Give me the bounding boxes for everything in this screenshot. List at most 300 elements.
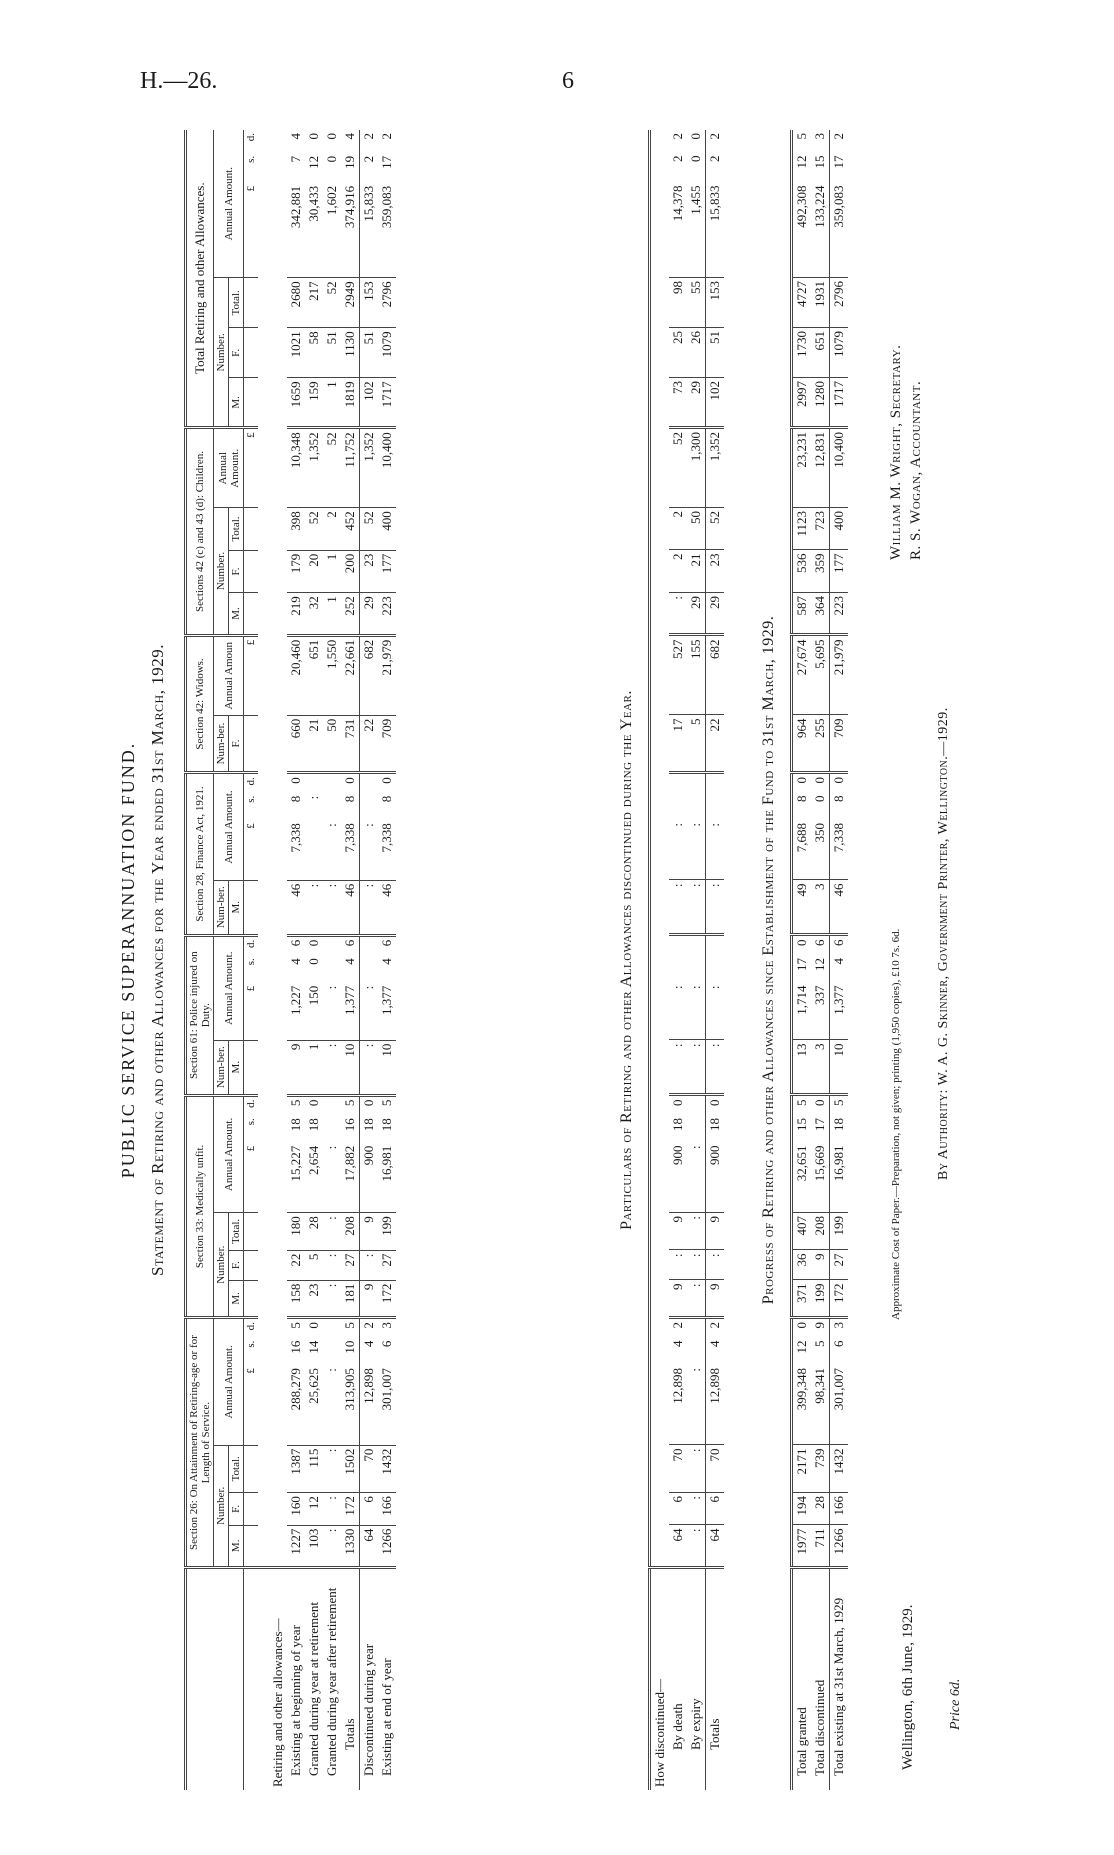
table-cell: 4 [379,958,394,965]
col-total: Total. [229,508,244,550]
table-cell: : [323,1040,341,1095]
table-cell: 0 [688,133,703,140]
table-cell: 155 [687,635,706,715]
table-row [706,130,725,1790]
table-cell: 1 [323,550,341,592]
table-cell: 18 [379,1118,394,1132]
table-cell: : [669,1250,687,1280]
table-cell: 12 [794,155,809,169]
table-cell: 23 [305,1280,323,1317]
table-cell: 1,550 [323,635,341,715]
progress-title: Progress of Retiring and other Allowances since Establishment of the Fund to 31st March, 1929. [760,615,777,1305]
table-cell: 21,979 [830,635,849,715]
table-cell: 11,752 [341,428,360,508]
table-cell: 3 [379,1322,394,1329]
table-cell: 6 [342,939,357,947]
subheader-number: Number. [214,1213,229,1318]
table-cell: 12 [794,1340,809,1354]
table-cell: 1432 [830,1445,849,1493]
table-cell: 5 [831,1099,846,1106]
table-cell: 52 [360,508,379,550]
table-cell: 208 [341,1213,360,1250]
subheader-annual: Annual Amount. [214,130,244,278]
subheader-annual: Annual Amoun [214,635,244,715]
table-cell: 9 [812,1322,827,1329]
table-cell: 1079 [830,328,849,378]
table-cell: 3 [811,1040,830,1095]
table-cell: : [706,820,725,880]
table-cell: : [669,880,687,935]
table-cell: 739 [811,1445,830,1493]
table-cell: : [360,983,379,1040]
table-cell: 1021 [287,328,305,378]
table-cell: : [687,1143,706,1213]
table-cell [323,955,341,982]
table-cell: 0 [831,777,846,784]
table-cell: 12 [305,1493,323,1525]
table-cell: 20 [305,550,323,592]
particulars-heading: How discontinued— [652,1679,667,1787]
table-cell: 64 [360,1525,379,1567]
stub-header [186,1568,244,1790]
table-cell: 399,348 [792,1365,812,1445]
table-cell: 23,231 [792,428,812,508]
table-cell [687,1318,706,1338]
table-cell: 51 [323,328,341,378]
col-m: M. [229,1040,244,1095]
table-cell: 9 [287,1040,305,1095]
table-cell: 6 [360,1493,379,1525]
unit-shillings: s. [245,1118,257,1126]
row-label: Total discontinued [812,1679,827,1776]
table-cell: 1502 [341,1445,360,1492]
table-cell: 2 [361,155,376,163]
table-cell: 2680 [287,278,305,328]
header-total: Total Retiring and other Allowances. [186,130,214,428]
table-cell: 4727 [792,278,812,328]
table-cell: 3 [812,133,827,140]
table-cell: 12,898 [669,1365,687,1445]
subheader-annual: Annual Amount. [214,1318,244,1445]
table-cell: 6 [288,939,303,947]
table-row [811,130,830,1790]
table-cell: 51 [706,328,725,378]
table-cell: 252 [341,593,360,635]
table-row [792,130,812,1790]
table-cell [323,1115,341,1142]
table-cell: 2,654 [305,1143,323,1213]
table-cell: 1227 [287,1525,305,1567]
table-cell: 177 [378,550,396,592]
table-cell: 452 [341,508,360,550]
table-cell: 723 [811,508,830,551]
table-row [378,130,396,1790]
table-cell: 10 [341,1040,360,1095]
table-cell: 10 [342,1340,357,1354]
table-cell: 2796 [378,278,396,328]
table-cell: 55 [687,278,706,328]
page-number: 6 [562,68,574,94]
table-cell: 28 [811,1493,830,1526]
table-cell: 158 [287,1280,305,1317]
table-cell: 1 [323,593,341,635]
table-cell: 301,007 [830,1365,849,1445]
table-cell: 288,279 [287,1365,305,1445]
subheader-number: Number. [214,508,229,635]
table-cell: 14,378 [669,183,687,278]
row-label: Totals [707,1718,722,1750]
table-cell: 900 [360,1143,379,1213]
units-stub [244,1568,259,1790]
table-cell: 5,695 [811,635,830,715]
table-cell: 1280 [811,378,830,428]
table-cell: 6 [379,1340,394,1348]
table-cell: 682 [706,635,725,715]
table-cell: : [305,880,323,935]
table-cell: 50 [323,715,341,772]
table-cell: 26 [687,328,706,378]
table-cell: 651 [305,635,323,715]
table-cell: 400 [830,508,849,551]
subheader-number-short: Num-ber. [214,715,229,772]
table-cell: 1717 [830,378,849,428]
table-cell: 4 [342,133,357,140]
table-cell: 159 [305,378,323,428]
col-m: M. [229,1280,244,1317]
table-cell: 4 [288,958,303,965]
table-cell: 0 [306,939,321,947]
table-cell [687,773,706,793]
table-cell: 46 [287,880,305,935]
table-cell: 199 [378,1213,396,1250]
secretary-signature: William M. Wright, Secretary. [888,344,904,560]
table-cell: 14 [306,1340,321,1354]
table-cell: 5 [379,1099,394,1107]
table-cell: 1,377 [378,983,396,1040]
table-cell [669,773,687,793]
table-cell: : [669,983,687,1041]
table-cell: 10,400 [378,428,396,508]
col-f: F. [229,328,244,378]
col-m: M. [229,378,244,428]
table-cell: 18 [306,1118,321,1132]
header-section-61: Section 61: Police injured on Duty. [186,935,214,1095]
table-cell: 15 [794,1118,809,1131]
table-cell [687,1095,706,1115]
table-cell: 10,348 [287,428,305,508]
table-cell: 17 [669,715,687,773]
table-cell: : [323,1143,341,1213]
table-cell: : [323,1250,341,1280]
table-cell: 536 [792,550,812,593]
table-cell: 7,338 [341,820,360,880]
table-cell: : [706,1250,725,1280]
table-cell: 4 [361,1340,376,1348]
table-cell: 0 [794,939,809,946]
header-section-42: Section 42: Widows. [186,635,214,772]
row-label: By death [670,1703,685,1750]
table-cell [323,935,341,955]
table-cell: : [687,1213,706,1251]
table-cell: 10 [378,1040,396,1095]
table-cell: 4 [288,133,303,140]
table-cell: 2 [670,1322,685,1329]
table-cell: 52 [706,508,725,551]
table-cell: 8 [288,795,303,803]
table-cell: 1130 [341,328,360,378]
table-cell: 0 [361,1099,376,1107]
table-cell [360,955,379,982]
row-label: Discontinued during year [361,1643,376,1776]
header-section-26: Section 26: On Attainment of Retiring-age or for Length of Service. [186,1318,214,1568]
col-m: M. [229,593,244,635]
table-cell: : [323,1525,341,1567]
statement-body [258,130,396,1790]
table-cell: 15,833 [360,183,379,278]
table-cell [360,773,379,793]
authority-line: By Authority: W. A. G. Skinner, Government Printer, Wellington.—1929. [936,707,951,1180]
col-total: Total. [229,1445,244,1492]
table-cell: 70 [706,1445,725,1493]
table-cell: 2 [361,133,376,140]
table-cell: 5 [794,1099,809,1106]
unit-shillings: s. [245,795,257,803]
table-cell: 0 [306,133,321,140]
table-cell: 103 [305,1525,323,1567]
table-cell: 1,714 [792,983,812,1041]
statement-subtitle: Statement of Retiring and other Allowances for the Year ended 31st March, 1929. [148,644,167,1276]
col-f: F. [229,550,244,592]
col-f: F. [229,1250,244,1280]
table-cell: 5 [342,1322,357,1329]
table-cell: 900 [669,1143,687,1213]
table-cell: 27 [830,1250,849,1280]
table-cell: 22 [706,715,725,773]
table-cell: 1717 [378,378,396,428]
table-cell: : [687,820,706,880]
table-cell: : [687,1280,706,1318]
col-total: Total. [229,278,244,328]
table-cell: 2 [669,508,687,551]
table-cell: 6 [831,939,846,946]
table-cell [669,793,687,821]
table-cell: : [687,1040,706,1095]
table-cell: 7,338 [830,820,849,880]
particulars-title: Particulars of Retiring and other Allowances discontinued during the Year. [618,690,635,1230]
particulars-table [648,130,724,1790]
table-cell: 1977 [792,1525,812,1568]
table-cell: : [669,1040,687,1095]
table-cell: 25,625 [305,1365,323,1445]
table-cell: 15 [812,155,827,169]
table-cell: 1931 [811,278,830,328]
table-cell [687,1115,706,1143]
table-cell: 46 [830,880,849,935]
table-cell: : [323,1365,341,1445]
table-cell: 16,981 [378,1143,396,1213]
table-cell: 223 [378,593,396,635]
table-cell: 17 [794,958,809,971]
table-cell: 1,602 [323,183,341,278]
table-cell: 52 [669,428,687,508]
subheader-annual: Annual Amount. [214,428,244,508]
table-cell: 8 [379,795,394,803]
header-section-42-43: Sections 42 (c) and 43 (d): Children. [186,428,214,635]
table-cell: 12,831 [811,428,830,508]
table-cell: 350 [811,820,830,880]
table-cell: 2 [361,1322,376,1329]
table-cell: 3 [811,880,830,935]
table-cell: 2 [323,508,341,550]
table-cell: 0 [688,155,703,162]
table-cell: 153 [360,278,379,328]
table-cell: : [687,1250,706,1280]
table-cell [305,773,323,793]
table-cell: 1079 [378,328,396,378]
table-cell: 133,224 [811,183,830,278]
row-label: Existing at beginning of year [288,1625,303,1776]
table-cell: 25 [669,328,687,378]
table-cell: 527 [669,635,687,715]
table-cell: 15,227 [287,1143,305,1213]
unit-pounds: £ [244,183,259,278]
table-cell [323,1338,341,1365]
table-cell: 223 [830,593,849,636]
table-cell: 46 [378,880,396,935]
table-cell: 153 [706,278,725,328]
table-cell: 18 [670,1118,685,1131]
table-cell: 1,352 [360,428,379,508]
table-cell: 2 [669,550,687,593]
table-cell: 16 [288,1340,303,1354]
table-cell: 0 [812,777,827,784]
table-cell: 181 [341,1280,360,1317]
subheader-number: Number. [214,1445,229,1567]
table-cell: 8 [794,795,809,802]
unit-pounds: £ [244,983,259,1040]
table-cell: : [687,983,706,1041]
table-cell: : [323,1280,341,1317]
table-cell: 6 [706,1493,725,1526]
table-cell: 1730 [792,328,812,378]
table-cell: 0 [306,1099,321,1107]
table-cell: 166 [378,1493,396,1525]
table-cell: 660 [287,715,305,772]
table-cell: 70 [360,1445,379,1492]
table-cell: 4 [670,1340,685,1347]
table-cell: 194 [792,1493,812,1526]
table-cell: 4 [342,958,357,965]
table-cell: 9 [669,1213,687,1251]
unit-shillings: s. [245,155,257,163]
table-cell: 29 [687,378,706,428]
table-cell: 9 [669,1280,687,1318]
table-cell: 73 [669,378,687,428]
table-cell: 208 [811,1213,830,1251]
table-cell: 6 [812,939,827,946]
table-cell: 5 [794,133,809,140]
table-cell: 5 [342,1099,357,1107]
table-cell: 52 [323,278,341,328]
table-cell: 98,341 [811,1365,830,1445]
table-cell: 12 [812,958,827,971]
table-cell: 18 [361,1118,376,1132]
table-cell: 2 [707,155,722,162]
table-cell: 17 [379,155,394,169]
table-cell: 359 [811,550,830,593]
table-cell: 21,979 [378,635,396,715]
table-cell: 17 [812,1118,827,1131]
table-row [305,130,323,1790]
table-cell: 21 [687,550,706,593]
col-m: M. [229,880,244,935]
table-cell: 12,898 [360,1365,379,1445]
table-cell: 23 [706,550,725,593]
table-cell: 5 [305,1250,323,1280]
table-cell: 1387 [287,1445,305,1492]
table-cell [305,820,323,880]
row-label: Granted during year after retirement [324,1587,339,1776]
table-cell [323,1095,341,1115]
table-cell: 651 [811,328,830,378]
table-cell: 1,227 [287,983,305,1040]
table-cell: 0 [794,777,809,784]
rotated-page-content [100,130,963,1790]
table-cell: 15,669 [811,1143,830,1213]
table-cell: 5 [687,715,706,773]
table-cell: 28 [305,1213,323,1250]
table-cell: 0 [379,777,394,784]
table-cell: 180 [287,1213,305,1250]
header-section-33: Section 33: Medically unfit. [186,1095,214,1317]
table-cell: 16 [342,1118,357,1132]
table-cell: 711 [811,1525,830,1568]
table-cell: 1,300 [687,428,706,508]
table-cell: : [323,1445,341,1492]
table-cell: 30,433 [305,183,323,278]
table-cell: 58 [305,328,323,378]
table-cell: 18 [707,1118,722,1131]
table-cell: 29 [706,593,725,636]
table-cell [706,955,725,983]
table-cell: 22,661 [341,635,360,715]
unit-pounds: £ [244,820,259,880]
table-cell: 5 [288,1099,303,1107]
table-cell: 64 [706,1525,725,1568]
table-cell: 17 [831,155,846,169]
row-label: Total existing at 31st March, 1929 [831,1597,846,1776]
statement-table [184,130,396,1790]
col-m: M. [229,1525,244,1567]
table-cell: 7 [288,155,303,163]
place-date: Wellington, 6th June, 1929. [900,1604,916,1770]
table-cell: 2796 [830,278,849,328]
row-label: By expiry [688,1698,703,1750]
table-cell: 2 [670,133,685,140]
unit-pence: d. [245,1099,257,1108]
table-cell: 1 [305,1040,323,1095]
table-cell: 52 [323,428,341,508]
table-cell: 709 [378,715,396,772]
table-cell: 7,688 [792,820,812,880]
table-cell: : [687,1493,706,1526]
table-cell: 9 [706,1213,725,1251]
table-cell: 9 [811,1250,830,1280]
table-cell [323,773,341,793]
table-cell: 0 [794,1322,809,1329]
table-cell: 2949 [341,278,360,328]
table-cell: : [687,1525,706,1568]
